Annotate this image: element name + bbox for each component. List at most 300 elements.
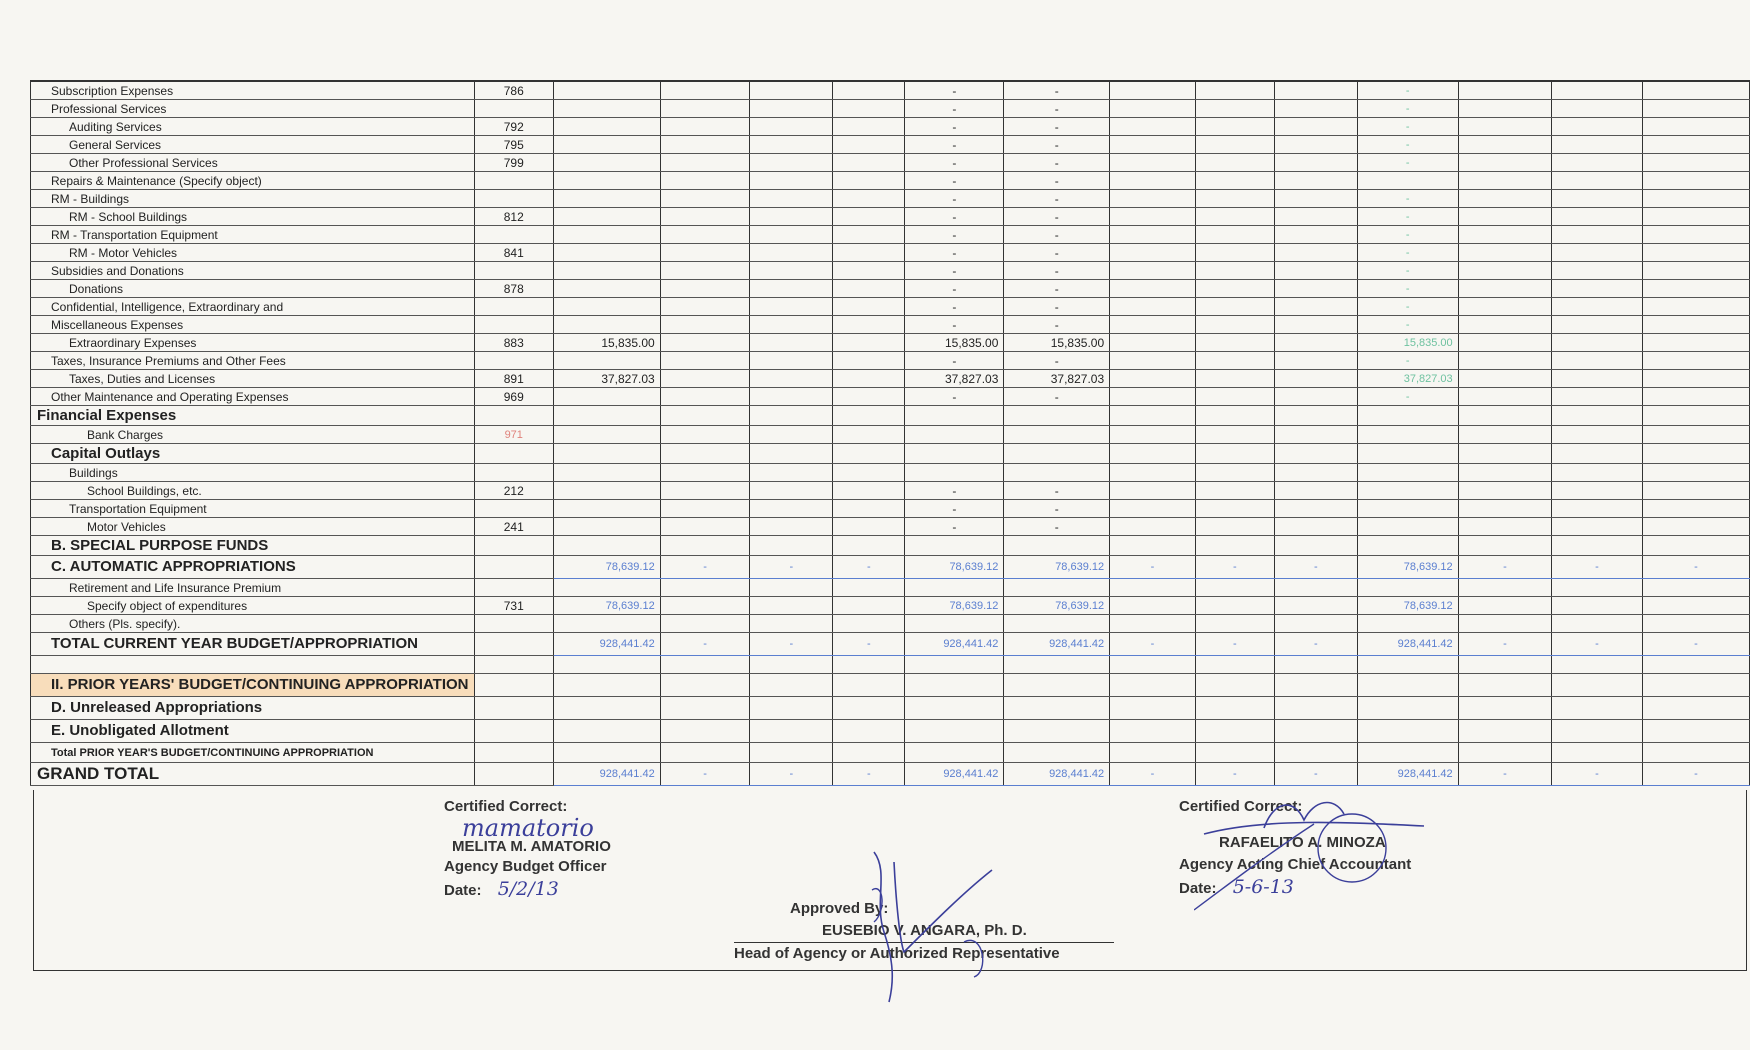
amount-cell xyxy=(1458,370,1552,388)
amount-cell xyxy=(1004,743,1110,763)
amount-cell xyxy=(833,388,905,406)
amount-cell xyxy=(1458,444,1552,464)
table-row xyxy=(31,536,1750,556)
table-row xyxy=(31,172,1750,190)
amount-cell xyxy=(1458,100,1552,118)
amount-cell xyxy=(1195,743,1274,763)
amount-cell xyxy=(905,464,1004,482)
budget-officer-title: Agency Budget Officer xyxy=(444,858,607,875)
amount-cell xyxy=(660,406,750,426)
amount-cell xyxy=(1274,518,1357,536)
amount-cell xyxy=(660,720,750,743)
amount-cell xyxy=(1642,370,1749,388)
amount-cell xyxy=(1458,352,1552,370)
amount-cell: - xyxy=(905,190,1004,208)
account-code xyxy=(474,298,553,316)
amount-cell xyxy=(1004,656,1110,674)
amount-cell xyxy=(833,370,905,388)
amount-cell: - xyxy=(1004,280,1110,298)
amount-cell: - xyxy=(750,763,833,786)
row-label: Subsidies and Donations xyxy=(31,262,475,280)
amount-cell xyxy=(1357,579,1458,597)
table-row xyxy=(31,633,1750,656)
amount-cell xyxy=(750,743,833,763)
amount-cell xyxy=(1552,262,1643,280)
amount-cell: 928,441.42 xyxy=(1004,763,1110,786)
amount-cell: 15,835.00 xyxy=(1357,334,1458,352)
row-label: RM - Buildings xyxy=(31,190,475,208)
amount-cell xyxy=(660,518,750,536)
account-code xyxy=(474,720,553,743)
amount-cell: - xyxy=(905,316,1004,334)
amount-cell xyxy=(833,298,905,316)
amount-cell xyxy=(1642,262,1749,280)
row-label: Confidential, Intelligence, Extraordinary and xyxy=(31,298,475,316)
account-code: 212 xyxy=(474,482,553,500)
table-row xyxy=(31,426,1750,444)
chief-accountant-signature xyxy=(1194,790,1434,920)
amount-cell xyxy=(1195,697,1274,720)
amount-cell xyxy=(1195,720,1274,743)
amount-cell xyxy=(1642,136,1749,154)
account-code: 241 xyxy=(474,518,553,536)
row-label: Other Professional Services xyxy=(31,154,475,172)
account-code xyxy=(474,615,553,633)
amount-cell xyxy=(833,518,905,536)
account-code: 971 xyxy=(474,426,553,444)
row-label: Specify object of expenditures xyxy=(31,597,475,615)
amount-cell xyxy=(1195,674,1274,697)
amount-cell: 37,827.03 xyxy=(553,370,660,388)
amount-cell: - xyxy=(905,154,1004,172)
amount-cell xyxy=(1642,298,1749,316)
account-code xyxy=(474,556,553,579)
row-label: Bank Charges xyxy=(31,426,475,444)
amount-cell xyxy=(750,262,833,280)
budget-officer-signature: mamatorio xyxy=(462,814,594,842)
amount-cell xyxy=(833,136,905,154)
amount-cell xyxy=(1642,579,1749,597)
amount-cell xyxy=(1110,370,1196,388)
amount-cell xyxy=(750,579,833,597)
amount-cell: - xyxy=(1004,482,1110,500)
amount-cell: - xyxy=(1642,763,1749,786)
amount-cell xyxy=(1458,579,1552,597)
amount-cell xyxy=(1110,280,1196,298)
account-code xyxy=(474,444,553,464)
amount-cell xyxy=(1195,226,1274,244)
amount-cell xyxy=(1552,244,1643,262)
amount-cell: - xyxy=(1004,500,1110,518)
amount-cell xyxy=(553,518,660,536)
amount-cell xyxy=(660,262,750,280)
amount-cell xyxy=(1110,743,1196,763)
amount-cell xyxy=(750,720,833,743)
amount-cell xyxy=(1274,81,1357,100)
amount-cell: - xyxy=(1357,154,1458,172)
amount-cell xyxy=(1195,100,1274,118)
amount-cell xyxy=(1458,316,1552,334)
amount-cell xyxy=(1458,482,1552,500)
table-row xyxy=(31,615,1750,633)
amount-cell xyxy=(553,298,660,316)
amount-cell xyxy=(1458,697,1552,720)
amount-cell xyxy=(1357,697,1458,720)
amount-cell xyxy=(1552,352,1643,370)
table-row xyxy=(31,262,1750,280)
amount-cell xyxy=(1110,500,1196,518)
account-code: 786 xyxy=(474,81,553,100)
amount-cell xyxy=(1458,334,1552,352)
amount-cell xyxy=(833,697,905,720)
row-label: RM - School Buildings xyxy=(31,208,475,226)
amount-cell xyxy=(1552,280,1643,298)
amount-cell xyxy=(1357,536,1458,556)
table-row xyxy=(31,154,1750,172)
amount-cell xyxy=(1357,656,1458,674)
amount-cell xyxy=(1274,464,1357,482)
amount-cell xyxy=(1458,743,1552,763)
table-row xyxy=(31,100,1750,118)
amount-cell xyxy=(1458,656,1552,674)
amount-cell xyxy=(1458,208,1552,226)
amount-cell xyxy=(833,280,905,298)
amount-cell xyxy=(1274,597,1357,615)
amount-cell xyxy=(750,615,833,633)
amount-cell xyxy=(1195,136,1274,154)
amount-cell xyxy=(660,743,750,763)
amount-cell xyxy=(905,426,1004,444)
amount-cell xyxy=(1274,482,1357,500)
amount-cell: 928,441.42 xyxy=(553,763,660,786)
amount-cell xyxy=(553,352,660,370)
amount-cell xyxy=(660,536,750,556)
row-label: RM - Transportation Equipment xyxy=(31,226,475,244)
amount-cell xyxy=(750,656,833,674)
amount-cell: - xyxy=(750,556,833,579)
amount-cell xyxy=(833,226,905,244)
amount-cell: - xyxy=(1110,763,1196,786)
budget-officer-name: MELITA M. AMATORIO xyxy=(452,838,611,855)
amount-cell: - xyxy=(1357,81,1458,100)
amount-cell xyxy=(660,244,750,262)
amount-cell xyxy=(1274,444,1357,464)
amount-cell xyxy=(1195,406,1274,426)
amount-cell: 928,441.42 xyxy=(1357,633,1458,656)
amount-cell: - xyxy=(905,518,1004,536)
amount-cell xyxy=(1195,482,1274,500)
amount-cell xyxy=(750,674,833,697)
amount-cell xyxy=(1458,136,1552,154)
amount-cell xyxy=(1552,674,1643,697)
amount-cell xyxy=(1642,172,1749,190)
row-label: Total PRIOR YEAR'S BUDGET/CONTINUING APPROPRIATION xyxy=(31,743,475,763)
table-row xyxy=(31,597,1750,615)
amount-cell xyxy=(1195,118,1274,136)
amount-cell xyxy=(660,464,750,482)
amount-cell: - xyxy=(905,244,1004,262)
amount-cell: - xyxy=(1195,633,1274,656)
head-of-agency-name: EUSEBIO V. ANGARA, Ph. D. xyxy=(734,920,1114,943)
table-row xyxy=(31,316,1750,334)
table-row xyxy=(31,444,1750,464)
amount-cell xyxy=(1642,316,1749,334)
amount-cell xyxy=(750,597,833,615)
amount-cell xyxy=(1552,500,1643,518)
amount-cell xyxy=(1195,190,1274,208)
amount-cell xyxy=(1195,615,1274,633)
amount-cell xyxy=(1004,464,1110,482)
amount-cell xyxy=(553,464,660,482)
signature-block xyxy=(33,790,1747,971)
amount-cell: - xyxy=(905,226,1004,244)
amount-cell xyxy=(1110,518,1196,536)
amount-cell: - xyxy=(905,388,1004,406)
chief-accountant-title: Agency Acting Chief Accountant xyxy=(1179,856,1412,873)
amount-cell: - xyxy=(833,633,905,656)
amount-cell xyxy=(750,482,833,500)
amount-cell xyxy=(1195,81,1274,100)
certified-correct-heading-right: Certified Correct: xyxy=(1179,798,1303,815)
amount-cell xyxy=(833,154,905,172)
amount-cell xyxy=(905,743,1004,763)
table-row xyxy=(31,388,1750,406)
amount-cell xyxy=(1195,464,1274,482)
amount-cell xyxy=(905,674,1004,697)
amount-cell xyxy=(750,316,833,334)
amount-cell xyxy=(1195,262,1274,280)
amount-cell: - xyxy=(1004,352,1110,370)
amount-cell: - xyxy=(905,118,1004,136)
amount-cell xyxy=(750,298,833,316)
row-label: Retirement and Life Insurance Premium xyxy=(31,579,475,597)
amount-cell xyxy=(905,579,1004,597)
amount-cell: - xyxy=(1357,244,1458,262)
amount-cell xyxy=(1552,388,1643,406)
amount-cell xyxy=(1458,464,1552,482)
amount-cell xyxy=(750,406,833,426)
amount-cell: - xyxy=(905,352,1004,370)
table-row xyxy=(31,226,1750,244)
amount-cell xyxy=(1274,352,1357,370)
amount-cell xyxy=(1458,280,1552,298)
account-code xyxy=(474,464,553,482)
chief-accountant-name: RAFAELITO A. MINOZA xyxy=(1219,834,1386,851)
amount-cell xyxy=(1110,464,1196,482)
amount-cell: 78,639.12 xyxy=(905,597,1004,615)
amount-cell xyxy=(1552,579,1643,597)
amount-cell xyxy=(1642,518,1749,536)
amount-cell xyxy=(750,370,833,388)
amount-cell xyxy=(553,154,660,172)
amount-cell: - xyxy=(833,556,905,579)
amount-cell xyxy=(1195,388,1274,406)
amount-cell xyxy=(553,136,660,154)
amount-cell xyxy=(833,615,905,633)
amount-cell xyxy=(1110,656,1196,674)
amount-cell: 78,639.12 xyxy=(553,597,660,615)
amount-cell xyxy=(1458,388,1552,406)
amount-cell xyxy=(660,500,750,518)
amount-cell: 78,639.12 xyxy=(1004,597,1110,615)
amount-cell xyxy=(1110,697,1196,720)
amount-cell xyxy=(1458,118,1552,136)
table-row xyxy=(31,697,1750,720)
amount-cell xyxy=(553,743,660,763)
row-label: Motor Vehicles xyxy=(31,518,475,536)
amount-cell xyxy=(1195,656,1274,674)
table-row xyxy=(31,674,1750,697)
row-label: Miscellaneous Expenses xyxy=(31,316,475,334)
amount-cell: 37,827.03 xyxy=(1357,370,1458,388)
amount-cell xyxy=(833,352,905,370)
account-code xyxy=(474,674,553,697)
amount-cell: 15,835.00 xyxy=(905,334,1004,352)
amount-cell xyxy=(1195,370,1274,388)
amount-cell: - xyxy=(1110,556,1196,579)
amount-cell xyxy=(1110,136,1196,154)
amount-cell xyxy=(833,190,905,208)
amount-cell xyxy=(1110,482,1196,500)
amount-cell xyxy=(750,244,833,262)
head-of-agency-signature xyxy=(814,842,1034,1022)
amount-cell: - xyxy=(905,280,1004,298)
budget-officer-signatory xyxy=(444,796,611,902)
row-label: Professional Services xyxy=(31,100,475,118)
amount-cell xyxy=(1552,743,1643,763)
amount-cell xyxy=(553,388,660,406)
account-code: 969 xyxy=(474,388,553,406)
amount-cell xyxy=(1642,597,1749,615)
amount-cell xyxy=(1274,370,1357,388)
amount-cell xyxy=(1195,280,1274,298)
amount-cell xyxy=(1110,262,1196,280)
amount-cell xyxy=(1552,334,1643,352)
amount-cell xyxy=(1110,118,1196,136)
amount-cell xyxy=(1274,674,1357,697)
row-label xyxy=(31,656,475,674)
amount-cell xyxy=(1552,597,1643,615)
amount-cell xyxy=(1110,226,1196,244)
amount-cell xyxy=(1458,244,1552,262)
amount-cell: - xyxy=(905,298,1004,316)
account-code xyxy=(474,100,553,118)
amount-cell xyxy=(1357,444,1458,464)
amount-cell xyxy=(660,656,750,674)
amount-cell: - xyxy=(660,633,750,656)
account-code xyxy=(474,316,553,334)
amount-cell xyxy=(1274,579,1357,597)
amount-cell xyxy=(833,656,905,674)
account-code: 799 xyxy=(474,154,553,172)
amount-cell: 78,639.12 xyxy=(905,556,1004,579)
amount-cell xyxy=(1110,352,1196,370)
amount-cell xyxy=(1274,136,1357,154)
amount-cell xyxy=(833,720,905,743)
amount-cell: 78,639.12 xyxy=(1004,556,1110,579)
amount-cell xyxy=(1552,464,1643,482)
amount-cell xyxy=(1195,518,1274,536)
amount-cell xyxy=(1458,720,1552,743)
amount-cell xyxy=(1642,100,1749,118)
amount-cell xyxy=(1274,226,1357,244)
amount-cell xyxy=(660,615,750,633)
amount-cell: - xyxy=(1004,100,1110,118)
approved-by-heading: Approved By: xyxy=(790,900,889,917)
amount-cell xyxy=(1458,190,1552,208)
budget-officer-date-value: 5/2/13 xyxy=(497,878,559,900)
row-label: Donations xyxy=(31,280,475,298)
amount-cell xyxy=(1552,316,1643,334)
amount-cell xyxy=(1004,406,1110,426)
amount-cell xyxy=(1357,426,1458,444)
amount-cell: 15,835.00 xyxy=(553,334,660,352)
amount-cell: - xyxy=(1004,244,1110,262)
amount-cell xyxy=(905,615,1004,633)
account-code xyxy=(474,172,553,190)
amount-cell xyxy=(660,352,750,370)
amount-cell xyxy=(660,579,750,597)
amount-cell: - xyxy=(1357,388,1458,406)
table-row xyxy=(31,244,1750,262)
amount-cell: - xyxy=(905,500,1004,518)
amount-cell xyxy=(1642,388,1749,406)
account-code xyxy=(474,536,553,556)
amount-cell: - xyxy=(1274,633,1357,656)
amount-cell: - xyxy=(1357,118,1458,136)
amount-cell xyxy=(1552,615,1643,633)
table-row xyxy=(31,298,1750,316)
row-label: General Services xyxy=(31,136,475,154)
amount-cell xyxy=(1458,154,1552,172)
amount-cell: - xyxy=(1110,633,1196,656)
chief-accountant-date-value: 5-6-13 xyxy=(1232,876,1294,898)
amount-cell xyxy=(1642,536,1749,556)
amount-cell xyxy=(750,500,833,518)
amount-cell xyxy=(1110,154,1196,172)
amount-cell xyxy=(1552,190,1643,208)
amount-cell xyxy=(1357,743,1458,763)
table-row xyxy=(31,656,1750,674)
table-row xyxy=(31,500,1750,518)
amount-cell xyxy=(905,536,1004,556)
amount-cell: 78,639.12 xyxy=(1357,597,1458,615)
amount-cell xyxy=(1274,316,1357,334)
account-code xyxy=(474,763,553,786)
amount-cell xyxy=(1274,536,1357,556)
amount-cell xyxy=(1642,280,1749,298)
amount-cell xyxy=(1552,154,1643,172)
amount-cell xyxy=(1110,190,1196,208)
amount-cell xyxy=(905,444,1004,464)
amount-cell xyxy=(1458,226,1552,244)
amount-cell xyxy=(660,426,750,444)
account-code xyxy=(474,352,553,370)
account-code: 841 xyxy=(474,244,553,262)
amount-cell xyxy=(1552,697,1643,720)
amount-cell: - xyxy=(905,136,1004,154)
amount-cell xyxy=(1552,482,1643,500)
amount-cell xyxy=(1357,500,1458,518)
amount-cell xyxy=(553,81,660,100)
amount-cell xyxy=(1642,464,1749,482)
amount-cell xyxy=(1274,244,1357,262)
amount-cell: - xyxy=(1274,763,1357,786)
amount-cell xyxy=(1110,298,1196,316)
amount-cell: - xyxy=(1357,316,1458,334)
amount-cell xyxy=(1004,536,1110,556)
row-label: Transportation Equipment xyxy=(31,500,475,518)
